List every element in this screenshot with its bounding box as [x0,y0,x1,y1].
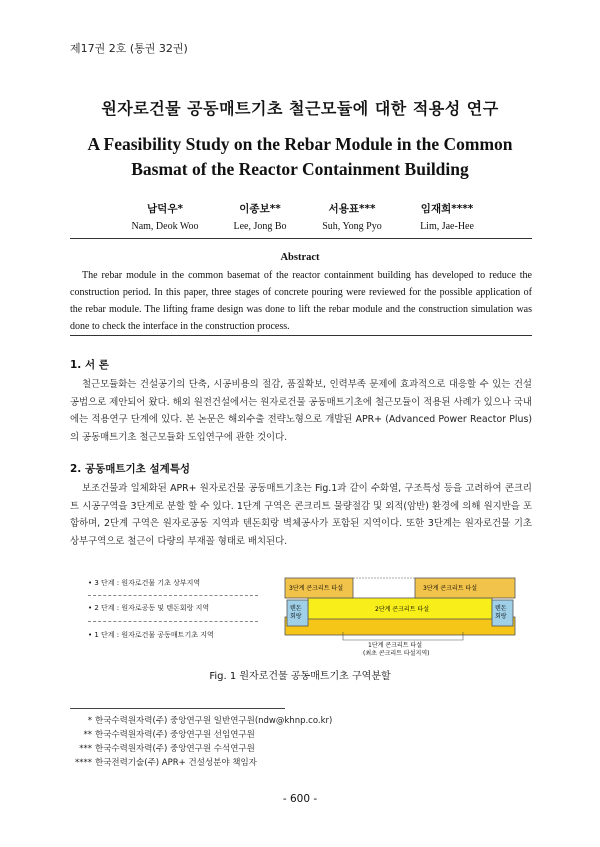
footnote-mark: **** [75,758,92,768]
footnote-mark: ** [83,730,92,740]
footnote-mark: * [87,716,92,726]
legend-stage3: • 3 단계 : 원자로건물 기초 상부지역 [88,579,201,587]
tendon-left-label-1: 텐돈 [290,605,302,612]
legend-stage1: • 1 단계 : 원자로건물 공동매트기초 지역 [88,631,214,639]
page-number: - 600 - [282,793,318,805]
footnote-4 [70,756,530,770]
basemat-zoning-diagram [283,570,518,660]
paper-title-english-line1: A Feasibility Study on the Rebar Module in the Common [87,134,513,154]
stage1-label: 1단계 콘크리트 타설 [368,642,423,649]
author-name-korean: 남덕우* [147,203,183,215]
author-name-english: Suh, Yong Pyo [322,221,382,232]
footnote-divider [70,708,285,709]
figure-caption: Fig. 1 원자로건물 공동매트기초 구역분할 [209,671,391,682]
footnote-mark: *** [79,744,92,754]
section-text-design: 보조건물과 일체화된 APR+ 원자로건물 공동매트기초는 Fig.1과 같이 수화열, 구조특성 등을 고려하여 콘크리트 시공구역을 3단계로 분할 할 수 있다. 1단계 구역은 콘크리트 물량절감 및 외적(암반) 환경에 의해 원지반을 포함하며, 2단계 구역은 원자로공동 지역과 텐돈회랑 벽체공사가 포함된 지역이다. 또한 3단계는 원자로건물 기초 상부구역으로 철근이 다량의 부재꼴 형태로 배치된다. [70,483,532,547]
section-heading-design: 2. 공동매트기초 설계특성 [70,463,191,475]
footnote-text: 한국수력원자력(주) 중앙연구원 수석연구원 [95,744,255,754]
stage3-left-label: 3단계 콘크리트 타설 [289,585,344,592]
section-heading-introduction: 1. 서 론 [70,359,109,371]
author-name-english: Lim, Jae-Hee [420,221,474,232]
paper-title-english-line2: Basmat of the Reactor Containment Building [131,159,469,179]
footnote-text: 한국수력원자력(주) 중앙연구원 선임연구원 [95,730,255,740]
author-3 [307,201,397,232]
legend-divider [88,621,258,622]
stage1-zone [285,617,515,635]
stage1-sublabel: (최초 콘크리트 타설지역) [363,650,430,657]
legend-stage2: • 2 단계 : 원자로공동 및 텐돈회랑 지역 [88,604,210,612]
author-1 [120,201,210,232]
journal-issue-header: 제17권 2호 (통권 32권) [70,42,188,55]
paper-title-korean: 원자로건물 공동매트기초 철근모듈에 대한 적용성 연구 [101,99,499,118]
footnote-2 [70,728,530,742]
footnote-1 [70,714,530,728]
divider-top [70,238,532,239]
author-name-korean: 이종보** [239,203,281,215]
legend-divider [88,595,258,596]
tendon-left-label-2: 회랑 [290,613,302,620]
footnote-3 [70,742,530,756]
author-name-korean: 임재희**** [420,203,474,215]
tendon-right-label-2: 회랑 [495,613,507,620]
author-name-english: Nam, Deok Woo [131,221,199,232]
author-name-english: Lee, Jong Bo [233,221,287,232]
footnote-text: 한국전력기술(주) APR+ 건설성분야 책임자 [95,758,257,768]
paper-title-english [60,132,540,182]
author-4 [402,201,492,232]
author-2 [215,201,305,232]
divider-abstract [70,335,532,336]
stage2-label: 2단계 콘크리트 타설 [375,606,430,613]
author-name-korean: 서용표*** [328,203,376,215]
section-text-introduction: 철근모듈화는 건설공기의 단축, 시공비용의 절감, 품질확보, 인력부족 문제에 효과적으로 대응할 수 있는 건설공법으로 제안되어 왔다. 해외 원전건설에서는 원자로건물 공동매트기초에 철근모듈이 적용된 사례가 있으나 국내에는 적용연구 단계에 있다. 본 논문은 해외수출 전략노형으로 개발된 APR+ (Advanced Power Reactor Plus)의 공동매트기초 철근모듈화 도입연구에 관한 것이다. [70,379,532,443]
stage3-right-label: 3단계 콘크리트 타설 [423,585,478,592]
footnote-text: 한국수력원자력(주) 중앙연구원 일반연구원(ndw@khnp.co.kr) [95,716,333,726]
abstract-text: The rebar module in the common basemat of the reactor containment building has developed to reduce the construction period. In this paper, three stages of concrete pouring were reviewed for the possible application of the rebar module. The lifting frame design was done to lift the rebar module and the construction simulation was done to check the interface in the construction process. [70,270,532,332]
abstract-heading: Abstract [280,252,320,263]
tendon-right-label-1: 텐돈 [495,605,507,612]
